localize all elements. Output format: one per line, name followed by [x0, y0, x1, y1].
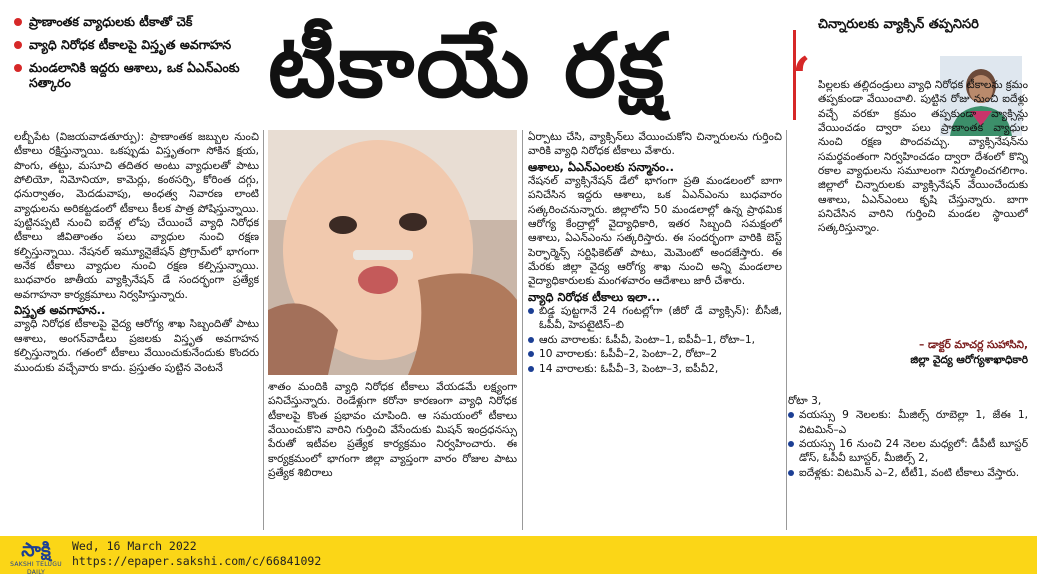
list-item: 10 వారాలకు: ఓపీవీ–2, పెంటా–2, రోటా–2 [528, 347, 782, 361]
article-column-2 [268, 380, 517, 530]
column-divider [522, 130, 523, 530]
list-item: బిడ్డ పుట్టగానే 24 గంటల్లోగా (జీరో డే వ్యాక్సిన్): బీసీజీ, ఓపీవీ, హెపటైటిస్–బి [528, 304, 782, 333]
epaper-link[interactable]: https://epaper.sakshi.com/c/66841092 [72, 554, 322, 568]
list-item: 14 వారాలకు: ఓపీవీ–3, పెంటా–3, ఐపీవీ2, [528, 362, 782, 376]
bullet-icon [788, 412, 794, 418]
bullet-icon [788, 441, 794, 447]
paragraph: శాతం మందికి వ్యాధి నిరోధక టీకాలు వేయడమే లక్ష్యంగా పనిచేస్తున్నారు. రెండేళ్లుగా కరోనా కారణంగా వ్యాధి నిరోధక టీకాలపై కొంత ప్రభావం చూపింది. ఆ సమయంలో టీకాలు వేయించుకొని వారిని గుర్తించి వేసేందుకు మిషన్ ఇంద్రధనస్సు పేరుతో ఇటీవల ప్రత్యేక కార్యక్రమం నిర్వహించారు. ఈ కార్యక్రమంలో భాగంగా జిల్లా వ్యాప్తంగా వారం రోజుల పాటు ప్రత్యేక శిబిరాలు [268, 381, 517, 480]
column-divider [263, 130, 264, 530]
list-item: వయస్సు 16 నుంచి 24 నెలల మధ్యలో: డీపీటీ బూస్టర్ డోస్, ఓపీవీ బూస్టర్, మీజిల్స్ 2, [788, 437, 1028, 466]
bullet-icon [788, 470, 794, 476]
paragraph: ఏర్పాటు చేసి, వ్యాక్సిన్‌లు వేయించుకోని చిన్నారులను గుర్తించి వారికి వ్యాధి నిరోధక టీకాలు వేశారు. [528, 131, 782, 158]
article-column-5 [788, 394, 1028, 530]
list-item: వయస్సు 9 నెలలకు: మీజిల్స్ రూబెల్లా 1, జేఈ 1, విటమిన్–ఎ [788, 408, 1028, 437]
bullet-icon [14, 41, 22, 49]
logo-text: సాక్షి [21, 539, 51, 561]
sidebar-body [818, 78, 1028, 358]
sidebar-title: చిన్నారులకు వ్యాక్సిన్ తప్పనిసరి [818, 17, 979, 32]
bullet-icon [528, 308, 534, 314]
signature-title: జిల్లా వైద్య ఆరోగ్యశాఖాధికారి [910, 354, 1028, 366]
list-item: ఆరు వారాలకు: ఓపీవీ, పెంటా–1, ఐపీవీ–1, రోటా–1, [528, 333, 782, 347]
subheading: విస్తృత అవగాహన.. [14, 303, 106, 318]
signature-block [818, 338, 1028, 368]
photo-illustration [268, 130, 517, 375]
baby-vaccination-photo [268, 130, 517, 375]
paragraph: పిల్లలకు తల్లిదండ్రులు వ్యాధి నిరోధక టీకాలను క్రమం తప్పకుండా వేయించాలి. పుట్టిన రోజు నుంచి ఐదేళ్లు వచ్చే వరకూ క్రమం తప్పకుండా వ్యాక్సిన్లు వేయించడం ద్వారా పలు ప్రాణాంతక వ్యాధుల నుంచి రక్షణ పొందవచ్చు. వ్యాక్సినేషన్‌ను సమర్థవంతంగా నిర్వహించడం ద్వారా దేశంలో కొన్ని రకాల వ్యాధులను సమూలంగా నిర్మూలించగలిగాం. జిల్లాలో చిన్నారులకు వ్యాక్సినేషన్ వేయించేందుకు ఆశాలు, ఏఎన్ఎంలు కృషి చేస్తున్నారు. బాగా పనిచేసిన వారిని గుర్తించి మండల స్థాయిలో సత్కరిస్తున్నాం. [818, 79, 1028, 235]
article-column-3 [528, 130, 782, 530]
signature-name: – డాక్టర్ మాచర్ల సుహాసిని, [919, 339, 1028, 351]
list-item: ఐదేళ్లకు: విటమిన్ ఎ–2, టీటీ1, వంటి టీకాలు వేస్తారు. [788, 466, 1028, 480]
article-column-1 [14, 130, 259, 530]
paragraph: లబ్బీపేట (విజయవాడతూర్పు): ప్రాణాంతక జబ్బుల నుంచి టీకాలు రక్షిస్తున్నాయి. ఒకప్పుడు విస్తృతంగా సోకిన క్షయ, పొంగు, తట్టు, మసూచి తదితర అంటు వ్యాధులతో పాటు పోలియో, నిమోనియా, కామెర్లు, కంఠసర్పి, కోరింత దగ్గు, ధనుర్వాతం, మెదడువాపు, అంధత్వ నివారణ లాంటి వ్యాధులను అరికట్టడంలో టీకాలు కీలక పాత్ర పోషిస్తున్నాయి. పుట్టినప్పటి నుంచి ఐదేళ్ల లోపు చేయించే వ్యాధి నిరోధక టీకాలు జీవితాంతం పలు వ్యాధుల నుంచి రక్షణ కల్పిస్తున్నాయి. నేషనల్ ఇమ్యూనైజేషన్ ప్రోగ్రామ్‌లో భాగంగా అనేక టీకాలు వ్యాధుల నుంచి రక్షణ కల్పిస్తున్నాయి. బుధవారం జాతీయ వ్యాక్సినేషన్ డే సందర్భంగా ప్రత్యేక అవగాహనా కార్యక్రమాలు నిర్వహిస్తున్నారు. [14, 131, 259, 301]
quote-mark-icon: ‘ [792, 45, 811, 109]
bullet-icon [528, 351, 534, 357]
footer-meta [72, 539, 321, 569]
subheading: వ్యాధి నిరోధక టీకాలు ఇలా... [528, 289, 661, 304]
bullet-icon [14, 18, 22, 26]
highlight-item: మండలానికి ఇద్దరు ఆశాలు, ఒక ఏఎన్ఎంకు సత్కారం [14, 60, 254, 90]
sakshi-logo [8, 539, 64, 576]
bullet-icon [14, 64, 22, 72]
highlight-item: వ్యాధి నిరోధక టీకాలపై విస్తృత అవగాహన [14, 37, 254, 52]
paragraph: రోటా 3, [788, 395, 822, 407]
bullet-icon [528, 366, 534, 372]
paragraph: నేషనల్ వ్యాక్సినేషన్ డేలో భాగంగా ప్రతి మండలంలో బాగా పనిచేసిన ఇద్దరు ఆశాలు, ఒక ఏఎన్ఎంను బుధవారం సత్కరించనున్నారు. జిల్లాలోని 50 మండలాల్లో ఉన్న ప్రాథమిక ఆరోగ్య కేంద్రాల్లో వైద్యాధికారి, ఇతర సిబ్బంది సమక్షంలో ఆశాలు, ఏఎన్ఎంను సత్కరిస్తారు. ఈ సందర్భంగా వారికి బెస్ట్ పెర్ఫార్మెన్స్ సర్టిఫికెట్‌తో పాటు, మెమెంటో అందజేస్తారు. ఈ మేరకు జిల్లా వైద్య ఆరోగ్య శాఖ నుంచి అన్ని మండలాల వైద్యాధికారులకు మంగళవారం ఆదేశాలు జారీ చేశారు. [528, 175, 782, 288]
column-divider [786, 130, 787, 530]
bullet-icon [528, 337, 534, 343]
subheading: ఆశాలు, ఏఎన్ఎంలకు సన్మానం.. [528, 159, 674, 174]
logo-subtitle: SAKSHI TELUGU DAILY [10, 561, 62, 576]
edition-date: Wed, 16 March 2022 [72, 539, 197, 553]
highlights-list [14, 14, 254, 98]
highlight-item: ప్రాణాంతక వ్యాధులకు టీకాతో చెక్ [14, 14, 254, 29]
headline: టీకాయే రక్ష [268, 13, 667, 117]
paragraph: వ్యాధి నిరోధక టీకాలపై వైద్య ఆరోగ్య శాఖ సిబ్బందితో పాటు ఆశాలు, అంగన్‌వాడీలు ప్రజలకు విస్తృత అవగాహన కల్పిస్తున్నారు. గతంలో టీకాలు వేయించుకునేందుకు కొందరు ముందుకు వచ్చేవారు కాదు. ప్రస్తుతం పుట్టిన వెంటనే [14, 318, 259, 374]
